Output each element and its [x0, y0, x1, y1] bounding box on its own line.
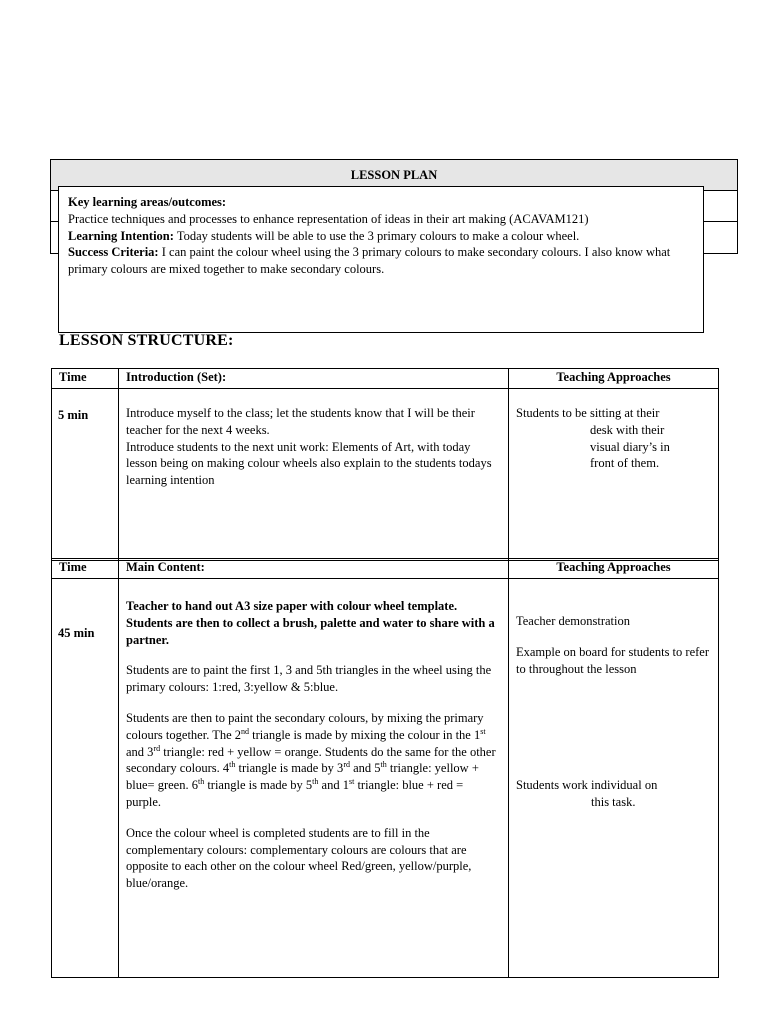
table-row: [52, 579, 719, 978]
time-header: Time: [52, 559, 119, 579]
main-content: [119, 579, 509, 978]
key-learning-text: Practice techniques and processes to enhance representation of ideas in their art making (ACAVAM121): [68, 211, 589, 226]
intro-approach: [509, 389, 719, 561]
main-content-table: [51, 558, 719, 978]
main-secondary-paragraph: Students are then to paint the secondary colours, by mixing the primary colours together. The 2nd triangle is made by mixing the colour in the 1st and 3rd triangle: red + yellow = orange. Students do the same for the other secondary colours. 4th triangle is made by 3rd and 5th triangle: yellow + blue= green. 6th triangle is made by 5th and 1st triangle: blue + red = purple.: [126, 710, 496, 809]
table-edge: [737, 159, 738, 254]
table-edge: [50, 159, 51, 254]
teaching-approaches-header: Teaching Approaches: [509, 559, 719, 579]
key-learning-areas: [68, 194, 694, 228]
intro-line-1: Introduce myself to the class; let the students know that I will be their teacher for the next 4 weeks.: [126, 406, 475, 437]
teaching-approaches-header: Teaching Approaches: [509, 369, 719, 389]
learning-intention-text: Today students will be able to use the 3 primary colours to make a colour wheel.: [173, 228, 580, 243]
approach-individual-line-2: this task.: [591, 795, 636, 810]
learning-intention-label: Learning Intention:: [68, 228, 174, 243]
table-row: [52, 389, 719, 561]
success-criteria: [68, 244, 694, 278]
time-header: Time: [52, 369, 119, 389]
intro-approach-line-3: visual diary’s in: [590, 439, 670, 454]
main-complementary-paragraph: Once the colour wheel is completed students are to fill in the complementary colours: complementary colours are colours that are opposite to each other on the colour wheel Red/green, yellow/purple, blue/orange.: [126, 825, 472, 891]
learning-intention: [68, 228, 694, 245]
introduction-header: Introduction (Set):: [119, 369, 509, 389]
intro-content: [119, 389, 509, 561]
intro-approach-line-1: Students to be sitting at their: [516, 406, 660, 420]
main-bold-intro: Teacher to hand out A3 size paper with colour wheel template. Students are then to collect a brush, palette and water to share with a partner.: [126, 599, 495, 647]
main-time: 45 min: [52, 579, 119, 978]
main-primary-paragraph: Students are to paint the first 1, 3 and 5th triangles in the wheel using the primary colours: 1:red, 3:yellow & 5:blue.: [126, 663, 492, 695]
success-criteria-text: I can paint the colour wheel using the 3 primary colours to make secondary colours. I also know what primary colours are mixed together to make secondary colours.: [68, 245, 671, 277]
approach-individual-line-1: Students work individual on: [516, 778, 658, 793]
intro-approach-line-2: desk with their: [590, 422, 665, 437]
intro-time: 5 min: [52, 389, 119, 561]
table-header-row: [52, 559, 719, 579]
intro-line-2: Introduce students to the next unit work: Elements of Art, with today lesson being on making colour wheels also explain to the students todays learning intention: [126, 439, 492, 488]
approach-board-example: Example on board for students to refer to throughout the lesson: [516, 644, 709, 676]
key-learning-label: Key learning areas/outcomes:: [68, 195, 227, 209]
approach-demonstration: Teacher demonstration: [516, 614, 631, 628]
main-content-header: Main Content:: [119, 559, 509, 579]
intro-approach-line-4: front of them.: [590, 456, 660, 471]
learning-outcomes-box: [58, 186, 704, 333]
lesson-structure-heading: LESSON STRUCTURE:: [59, 332, 234, 349]
introduction-table: [51, 368, 719, 561]
table-header-row: [52, 369, 719, 389]
main-approach: [509, 579, 719, 978]
lesson-plan-title: LESSON PLAN: [350, 168, 438, 182]
success-criteria-label: Success Criteria:: [68, 245, 159, 260]
